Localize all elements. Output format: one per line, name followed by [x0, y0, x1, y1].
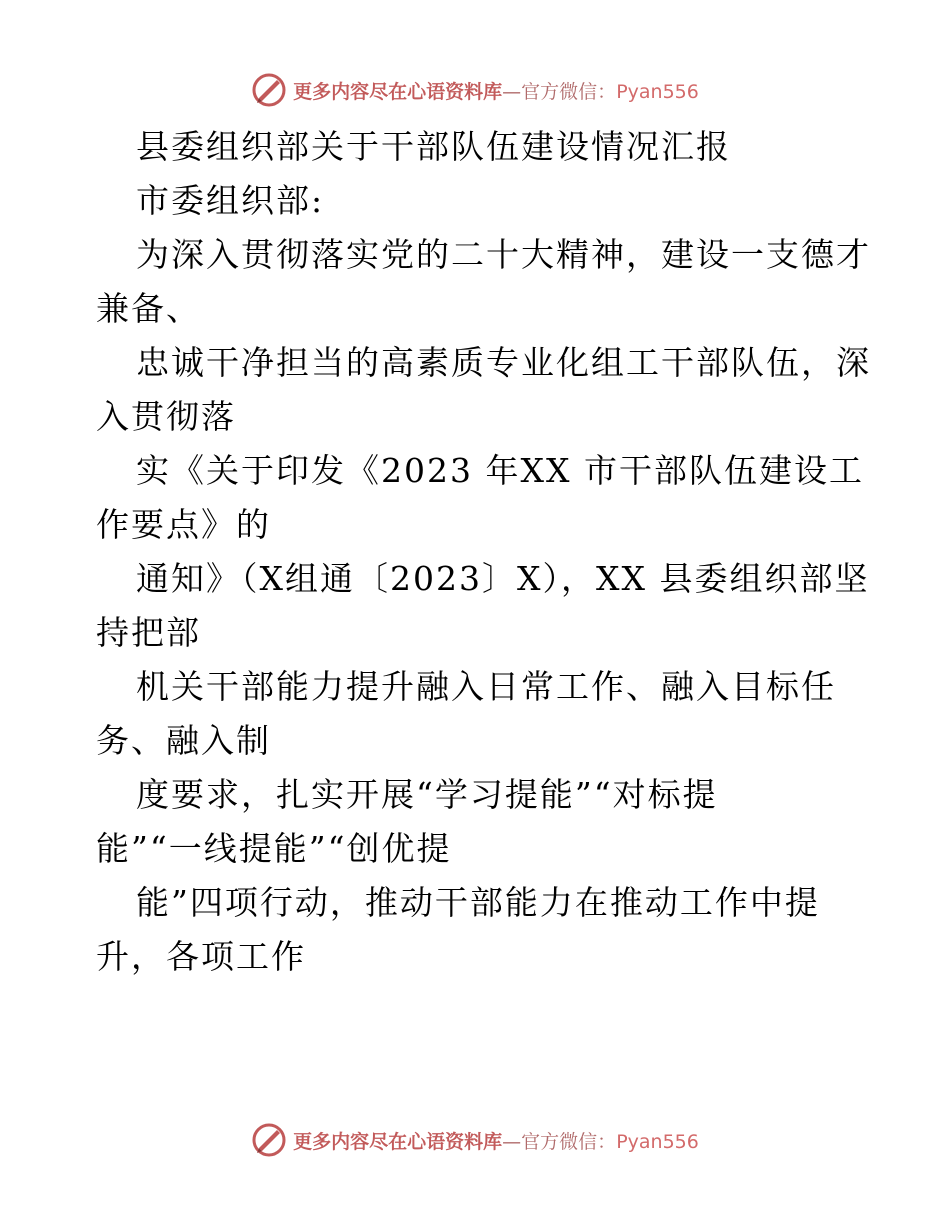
header-watermark	[0, 70, 950, 110]
watermark-sub: —官方微信：	[502, 80, 617, 103]
document-body	[96, 120, 871, 984]
watermark-main: 更多内容尽在心语资料库	[293, 1130, 503, 1153]
pen-logo-icon	[251, 72, 287, 108]
paragraph-line: 实《关于印发《2023 年XX 市干部队伍建设工	[136, 451, 864, 490]
pen-logo-icon	[251, 1122, 287, 1158]
paragraph-line: 升，各项工作	[96, 937, 306, 976]
paragraph-line: 能”“一线提能”“创优提	[96, 829, 452, 868]
paragraph-line: 能”四项行动，推动干部能力在推动工作中提	[136, 883, 820, 922]
paragraph-line: 兼备、	[96, 289, 201, 328]
document-title: 县委组织部关于干部队伍建设情况汇报	[136, 127, 731, 166]
watermark-id: Pyan556	[616, 1130, 699, 1153]
watermark-main: 更多内容尽在心语资料库	[293, 80, 503, 103]
paragraph-line: 通知》（X组通〔2023〕X），XX 县委组织部坚	[136, 559, 870, 598]
paragraph-line: 忠诚干净担当的高素质专业化组工干部队伍，深	[136, 343, 871, 382]
paragraph-line: 持把部	[96, 613, 201, 652]
watermark-id: Pyan556	[616, 80, 699, 103]
watermark-sub: —官方微信：	[502, 1130, 617, 1153]
paragraph-line: 度要求，扎实开展“学习提能”“对标提	[136, 775, 718, 814]
paragraph-line: 务、融入制	[96, 721, 271, 760]
paragraph-line: 作要点》的	[96, 505, 271, 544]
paragraph-line: 入贯彻落	[96, 397, 236, 436]
paragraph-line: 为深入贯彻落实党的二十大精神，建设一支德才	[136, 235, 871, 274]
footer-watermark	[0, 1120, 950, 1160]
paragraph-line: 机关干部能力提升融入日常工作、融入目标任	[136, 667, 836, 706]
salutation: 市委组织部:	[136, 181, 325, 220]
watermark-text	[293, 77, 699, 104]
watermark-text	[293, 1127, 699, 1154]
